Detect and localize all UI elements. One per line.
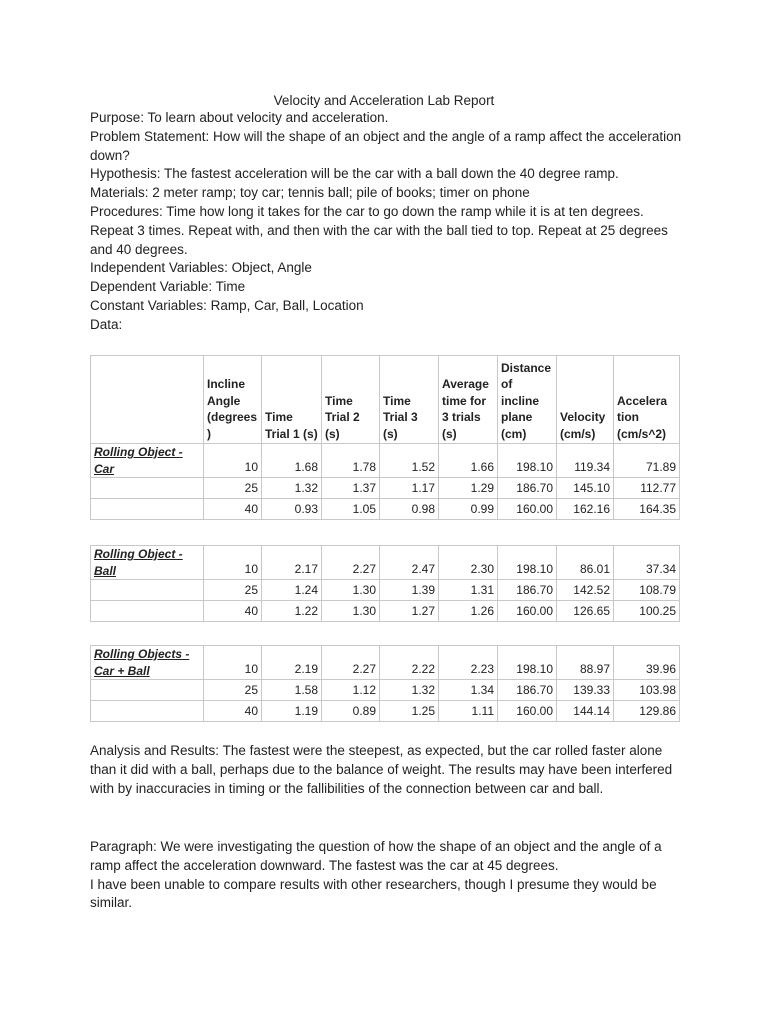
table-cell: 1.24	[262, 580, 322, 601]
table-cell: 119.34	[557, 444, 614, 478]
table-cell: 112.77	[614, 478, 680, 499]
header-time-trial-1: Time Trial 1 (s)	[262, 356, 322, 444]
table-cell: 1.32	[380, 680, 439, 701]
table-cell: 40	[204, 701, 262, 722]
problem-statement: Problem Statement: How will the shape of an object and the angle of a ramp affect the acceleration down?	[90, 128, 682, 163]
table-cell: 0.98	[380, 499, 439, 520]
table-cell: 186.70	[498, 580, 557, 601]
table-cell: 129.86	[614, 701, 680, 722]
table-cell: 160.00	[498, 701, 557, 722]
table-header-row	[91, 356, 680, 444]
table-cell	[91, 580, 204, 601]
table-cell: 10	[204, 546, 262, 580]
table-cell: 145.10	[557, 478, 614, 499]
table-cell: 1.26	[439, 601, 498, 622]
table-cell: 1.39	[380, 580, 439, 601]
table-cell: 10	[204, 444, 262, 478]
table-cell: 139.33	[557, 680, 614, 701]
materials-line: Materials: 2 meter ramp; toy car; tennis ball; pile of books; timer on phone	[90, 185, 530, 201]
data-table-car-ball	[90, 645, 680, 722]
procedures-text: Procedures: Time how long it takes for the car to go down the ramp while it is at ten degrees. Repeat 3 times. Repeat with, and then with the car with the ball tied to top. Repeat at 25 degrees and 40 degrees.	[90, 203, 668, 257]
table-cell: 0.89	[322, 701, 380, 722]
data-label: Data:	[90, 316, 123, 332]
header-cell-empty	[91, 356, 204, 444]
table-cell: 162.16	[557, 499, 614, 520]
data-table-car	[90, 355, 680, 520]
table-cell: 71.89	[614, 444, 680, 478]
header-time-trial-3: Time Trial 3 (s)	[380, 356, 439, 444]
table-cell: 88.97	[557, 646, 614, 680]
hypothesis-line: Hypothesis: The fastest acceleration will be the car with a ball down the 40 degree ramp.	[90, 166, 619, 182]
header-average-time: Average time for 3 trials (s)	[439, 356, 498, 444]
table-cell: 1.30	[322, 580, 380, 601]
header-incline-angle: Incline Angle (degrees )	[204, 356, 262, 444]
dependent-variable-line: Dependent Variable: Time	[90, 279, 246, 295]
table-cell: 160.00	[498, 499, 557, 520]
table-cell: 25	[204, 680, 262, 701]
table-cell: 186.70	[498, 478, 557, 499]
table-cell: 1.11	[439, 701, 498, 722]
table-cell: 25	[204, 580, 262, 601]
table-cell: 2.47	[380, 546, 439, 580]
table-cell: 1.25	[380, 701, 439, 722]
table-cell: 2.30	[439, 546, 498, 580]
table-cell: 1.37	[322, 478, 380, 499]
table-cell: 164.35	[614, 499, 680, 520]
table-cell: 1.19	[262, 701, 322, 722]
table-cell: 2.27	[322, 546, 380, 580]
header-time-trial-2: Time Trial 2 (s)	[322, 356, 380, 444]
table-cell: 2.19	[262, 646, 322, 680]
data-table-ball	[90, 545, 680, 622]
table-cell: 103.98	[614, 680, 680, 701]
table-cell: 37.34	[614, 546, 680, 580]
table-cell	[91, 478, 204, 499]
table-cell: 1.22	[262, 601, 322, 622]
group-label: Rolling Objects - Car + Ball	[94, 647, 190, 678]
table-cell	[91, 680, 204, 701]
table-cell: 2.17	[262, 546, 322, 580]
table-cell	[91, 499, 204, 520]
table-cell: 86.01	[557, 546, 614, 580]
table-row	[91, 680, 680, 701]
table-cell: 126.65	[557, 601, 614, 622]
group-label: Rolling Object - Car	[94, 445, 183, 476]
table-cell: 144.14	[557, 701, 614, 722]
header-velocity: Velocity (cm/s)	[557, 356, 614, 444]
independent-variables-line: Independent Variables: Object, Angle	[90, 260, 312, 276]
table-cell: 10	[204, 646, 262, 680]
table-cell: 160.00	[498, 601, 557, 622]
table-cell: 1.68	[262, 444, 322, 478]
group-label-cell	[91, 646, 204, 680]
table-row	[91, 646, 680, 680]
table-cell	[91, 701, 204, 722]
table-cell: 1.30	[322, 601, 380, 622]
table-cell: 2.23	[439, 646, 498, 680]
table-cell: 1.27	[380, 601, 439, 622]
comparison-text: I have been unable to compare results with other researchers, though I presume they would be similar.	[90, 876, 657, 911]
table-row	[91, 580, 680, 601]
table-cell: 186.70	[498, 680, 557, 701]
table-cell: 198.10	[498, 546, 557, 580]
paragraph-text: Paragraph: We were investigating the question of how the shape of an object and the angle of a ramp affect the acceleration downward. The fastest was the car at 45 degrees.	[90, 839, 662, 873]
table-cell: 1.52	[380, 444, 439, 478]
table-row	[91, 601, 680, 622]
table-cell: 1.66	[439, 444, 498, 478]
table-row	[91, 546, 680, 580]
table-row	[91, 444, 680, 478]
table-row	[91, 478, 680, 499]
table-cell: 0.99	[439, 499, 498, 520]
table-cell: 142.52	[557, 580, 614, 601]
table-cell: 1.58	[262, 680, 322, 701]
table-cell: 1.32	[262, 478, 322, 499]
table-cell: 1.17	[380, 478, 439, 499]
analysis-and-results: Analysis and Results: The fastest were the steepest, as expected, but the car rolled faster alone than it did with a ball, perhaps due to the balance of weight. The results may have been interfered with by inaccuracies in timing or the fallibilities of the connection between car and ball.	[90, 743, 673, 796]
table-cell: 198.10	[498, 444, 557, 478]
table-cell: 1.29	[439, 478, 498, 499]
table-cell: 1.05	[322, 499, 380, 520]
table-cell: 2.22	[380, 646, 439, 680]
table-cell: 108.79	[614, 580, 680, 601]
group-label: Rolling Object - Ball	[94, 547, 183, 578]
table-cell: 100.25	[614, 601, 680, 622]
table-cell: 1.78	[322, 444, 380, 478]
intro-section	[90, 109, 690, 335]
table-row	[91, 701, 680, 722]
table-cell: 1.12	[322, 680, 380, 701]
table-cell	[91, 601, 204, 622]
table-cell: 39.96	[614, 646, 680, 680]
header-acceleration: Accelera tion (cm/s^2)	[614, 356, 680, 444]
table-cell: 198.10	[498, 646, 557, 680]
group-label-cell	[91, 546, 204, 580]
header-distance: Distance of incline plane (cm)	[498, 356, 557, 444]
table-cell: 40	[204, 601, 262, 622]
group-label-cell	[91, 444, 204, 478]
table-cell: 2.27	[322, 646, 380, 680]
table-row	[91, 499, 680, 520]
table-cell: 1.31	[439, 580, 498, 601]
paragraph-section	[90, 838, 690, 913]
table-cell: 1.34	[439, 680, 498, 701]
table-cell: 40	[204, 499, 262, 520]
report-title: Velocity and Acceleration Lab Report	[273, 93, 495, 108]
table-cell: 0.93	[262, 499, 322, 520]
table-cell: 25	[204, 478, 262, 499]
purpose-line: Purpose: To learn about velocity and acceleration.	[90, 110, 389, 125]
constant-variables-line: Constant Variables: Ramp, Car, Ball, Location	[90, 297, 364, 313]
